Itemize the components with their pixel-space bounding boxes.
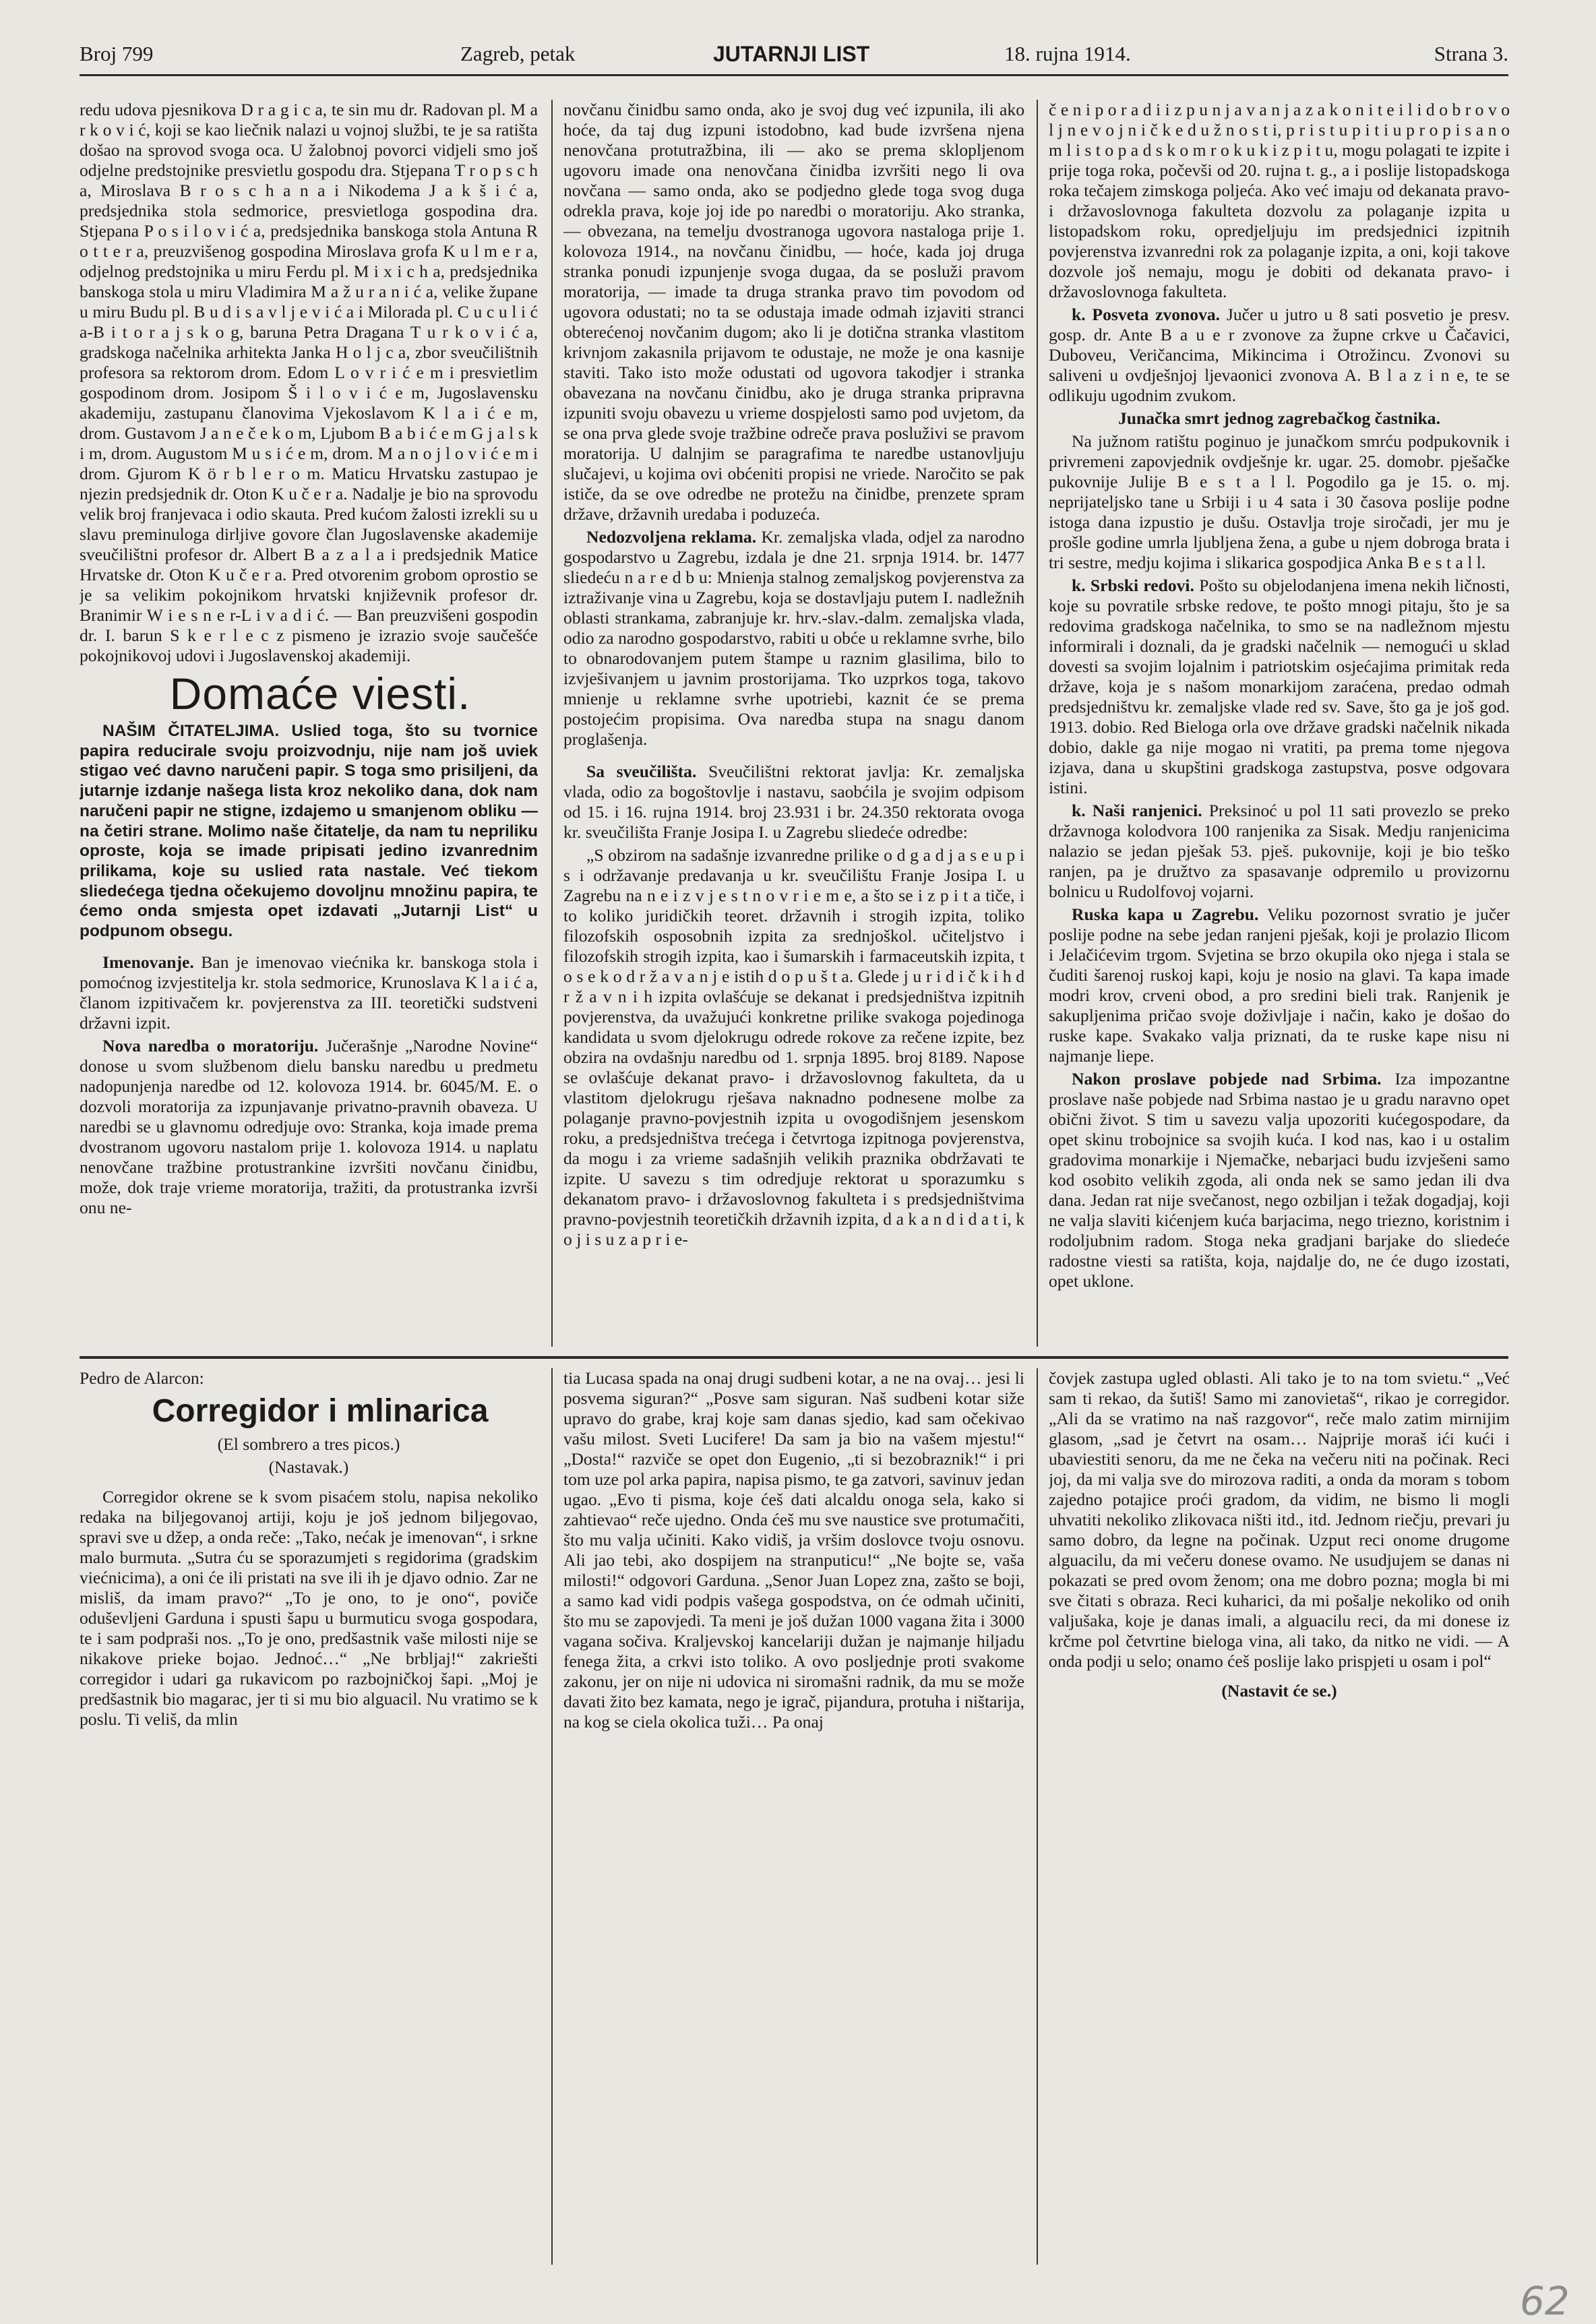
column-1-top: [80, 100, 538, 1347]
article-reklama: [563, 527, 1024, 750]
kapa-text: Veliku pozornost svratio je jučer poslije podne na sebe jedan ranjeni pješak, koji je prolazio Ilicom i Jelačićevim trgom. Svjetina se brzo okupila oko njega i stala se čuditi šarenoj ruskoj kapi, koju je nosio na glavi. Ta kapa imade modri krov, crveni obod, a pro sredini bieli trak. Ranjenik je sakupljenima pričao svoje doživljaje i način, kako je došao do ruske kape. Svakako valja priznati, da te ruske kape nisu ni najmanje liepe.: [1049, 905, 1510, 1066]
moratorij-continued: novčanu činidbu samo onda, ako je svoj dug već izpunila, ili ako hoće, da taj dug izpuni istodobno, kad bude izvršena njena nenovčana protutražbina, ili — ako se prema sklopljenom ugovoru imade ona nenovčana činidba izvršiti nego li ova novčana — samo onda, ako se podjedno glede toga svog duga odrekla prava, koje joj ide po naredbi o moratoriju. Ako stranka, — obvezana, na temelju dvostranoga ugovora nastaloga prije 1. kolovoza 1914., na novčanu činidbu, — hoće, kada joj druga stranka ponudi izpunjenje svoga dugaa, da se posluži pravom moratorija, — imade ta druga stranka pravo tim povodom od ugovora odustati; no ta se odustaja imade odmah izjaviti stranci obterećenoj novčanim dugom; ako li je dotična stranka vlastitom krivnjom zakasnila prijavom te odustaje, ne može je ona kasnije staviti. Tako isto može odustati od ugovora takodjer i stranka obavezana na novčanu činidbu, ako je druga stranka pripravna izpuniti svoju obavezu u vrieme dospjelosti samo pod uvjetom, da se ona prva glede svoje tražbine odreče prava posluživi se pravom moratorija. U dalnjim se paragrafima te naredbe ustanovljuju slučajevi, u kojima ovi obćeniti propisi ne vriede. Naročito se pak ističe, da se ove odredbe ne protežu na činidbe, prenzete spram države, državnih uredaba i poduzeća.: [563, 100, 1024, 524]
moratorij-text: Jučerašnje „Narodne Novine“ donose u svom službenom dielu bansku naredbu u predmetu nadopunjenja naredbe od 12. kolovoza 1914. br. 6045/M. E. o dozvoli moratorija za izpunjavanje privatno-pravnih obaveza. U naredbi se u glavnomu odredjuje ovo: Stranka, koja imade prema dvostranom ugovoru nastalom prije 1. kolovoza 1914. u naplatu nenovčane tražbine protustrankine izvršiti novčanu činidbu, može, dok traje vrieme moratorija, tražiti, da protustranka izvrši onu ne-: [80, 1035, 538, 1217]
serial-continuation: (Nastavak.): [268, 1457, 349, 1477]
serial-author: Pedro de Alarcon:: [80, 1368, 204, 1388]
serial-subtitle: (El sombrero a tres picos.): [217, 1434, 400, 1454]
nakon-text: Iza impozantne proslave naše pobjede nad Srbima nastao je u gradu naravno opet obični život. S tim u savezu valja upozoriti kućegospodare, da opet skinu trobojnice sa svojih kuća. I kod nas, kao i u ostalim gradovima monarkije i Njemačke, nebarjaci budu izvješeni samo kod osobito velikih zgoda, ali onda nek se samo jedan ili dva dana. Jedan rat nije svečanost, nego ozbiljan i težak dogadjaj, koji ne valja slaviti kićenjem kuća barjacima, nego triezno, koristnim i rodoljubnim radom. Stoga neka gradjani barjake do sliedeće radostne viesti sa ratišta, koja, najdalje do, ne će dugo izostati, opet uklone.: [1049, 1069, 1510, 1291]
serial-column-3: [1049, 1368, 1510, 2265]
serial-text-2: tia Lucasa spada na onaj drugi sudbeni kotar, a ne na ovaj… jesi li posvema siguran?“ „Posve sam siguran. Naš sudbeni kotar siže upravo do grabe, kraj koje sam danas sjedio, kad sam očekivao vašu milost. Sveti Lucifere! Da sam ja bio na vašem mjestu!“ „Dosta!“ razviče se opet don Eugenio, „ti si bezobraznik!“ i pri tom uze pol arka papira, napisa pismo, te ga zatvori, savinuv jedan ugao. „Evo ti pisma, koje ćeš dati alcaldu onoga sela, kako si zahtievao“ reče ujedno. Onda ćeš mu sve naustice sve protumačiti, što mu valja učiniti. Kako vidiš, ja vršim doslovce tvoju osnovu. Ali jao tebi, ako dospijem na stranputicu!“ „Ne bojte se, vaša milosti!“ odgovori Garduna. „Senor Juan Lopez zna, zašto se boji, a samo kad vidi podpis vašega gospodstva, on će odmah učiniti, što mu se zapovjedi. Ta meni je još dužan 1000 vagana žita i 3000 vagana sočiva. Kraljevskoj kancelariji dužan je najmanje hiljadu fenega žita, a crkvi isto toliko. A ovo posljednje proti svakome zakonu, jer on nije ni udovica ni siromašni radnik, da mu se može davati žito bez kamata, nego je igrač, pijandura, protuha i ništarija, na kog se ciela okolica tuži… Pa onaj: [563, 1368, 1024, 1732]
serial-column-2: [563, 1368, 1024, 2265]
article-nakon-proslave: [1049, 1069, 1510, 1291]
ranjenici-heading: k. Naši ranjenici.: [1072, 801, 1202, 820]
ranjenici-text: Preksinoć u pol 11 sati provezlo se preko državnoga kolodvora 100 ranjenika za Sisak. Medju ranjenicima nalazio se jedan pješak 53. pješ. pukovnije, koji je bio teško ranjen, pa je družtvo za spasavanje odpremilo u provizornu bolnicu u Rudolfovoj vojarni.: [1049, 801, 1510, 901]
kapa-heading: Ruska kapa u Zagrebu.: [1072, 905, 1259, 924]
serial-text-1: Corregidor okrene se k svom pisaćem stolu, napisa nekoliko redaka na biljegovanoj artiji, koju je još jednom biljegovao, spravi sve u džep, a onda reče: „Tako, nećak je imenovan“, i srkne malo burmuta. „Sutra ću se sporazumjeti s regidorima (gradskim viećnicima), a oni će ili pristati na sve ili ih je djavo odnio. Zar ne misliš, da imam pravo?“ „To je ono, to je ono“, poviče oduševljeni Garduna i spusti šapu u burmuticu svoga gospodara, te i sam podpraši nos. „To je ono, predšastnik vaše milosti nije se nikakove prieke bojao. Jednoć…“ „Ne brbljaj!“ zakriešti corregidor i udari ga rukavicom po razbojničkoj šapi. „Moj je predšastnik bio magarac, jer ti si mu bio alguacil. Nu vratimo se k poslu. Ti veliš, da mlin: [80, 1487, 538, 1729]
funeral-report: redu udova pjesnikova D r a g i c a, te sin mu dr. Radovan pl. M a r k o v i ć, koji se kao liečnik nalazi u vojnoj službi, te je sa ratišta došao na sprovod svoga oca. U žalobnoj povorci vidjeli smo još odjelne predstojnike presvietlu gospodu dra. Stjepana T r o p s c h a, Miroslava B r o s c h a n a i Nikodema J a k š i ć a, predsjednika stola sedmorice, presvietloga gospodina dra. Stjepana P o s i l o v i ć a, predsjednika banskoga stola Antuna R o t t e r a, preuzvišenog gospodina Miroslava grofa K u l m e r a, odjelnog predstojnika u miru Ferdu pl. M i x i c h a, predsjednika banskoga stola u miru Vladimira M a ž u r a n i ć a, velike župane u miru Budu pl. B u d i s a v l j e v i ć a i Milorada pl. C u c u l i ć a-B i t o r a j s k o g, baruna Petra Dragana T u r k o v i ć a, gradskoga načelnika arhitekta Janka H o l j c a, zbor sveučilištnih profesora sa rektorom drom. Edom L o v r i ć e m i presvietlim gospodinom drom. Josipom Š i l o v i ć e m, Jugoslavensku akademiju, zastupanu članovima Vjekoslavom K l a i ć e m, drom. Gustavom J a n e č e k o m, Ljubom B a b i ć e m G j a l s k i m, drom. Augustom M u s i ć e m, drom. M a n o j l o v i ć e m i drom. Gjurom K ö r b l e r o m. Maticu Hrvatsku zastupao je njezin predsjednik dr. Oton K u č e r a. Nadalje je bio na sprovodu velik broj franjevaca i odio skauta. Pred kućom žalosti izrekli su u slavu preminuloga dirljive govore član Jugoslavenske akademije sveučilištni profesor dr. Albert B a z a l a i predsjednik Matice Hrvatske dr. Oton K u č e r a. Pred otvorenim grobom oprostio se je sa velikim pokojnikom hrvatski književnik profesor dr. Branimir W i e s n e r-L i v a d i ć. — Ban preuzvišeni gospodin dr. I. barun S k e r l e c z pismeno je izrazio svoje saučešće pokojnikovoj udovi i Jugoslavenskoj akademiji.: [80, 100, 538, 665]
srbski-heading: k. Srbski redovi.: [1072, 576, 1194, 595]
article-moratorij: [80, 1036, 538, 1218]
sveuciliste-quote: „S obzirom na sadašnje izvanredne prilike o d g a d j a s e u p i s i održavanje predavanja u kr. sveučilištu Franje Josipa I. u Zagrebu na n e i z v j e s t n o v r i e m e, a što se i z p i t a tiče, i to koliko juridičkih teoret. državnih i strogih izpita, toliko filozofskih osposobnih izpita za srednjoškol. učiteljstvo i filozofskih strogih izpita, kao i šumarskih i farmaceutskih izpita, t o s e k o d r ž a v a n j e istih d o p u š t a. Glede j u r i d i č k i h d r ž a v n i h izpita ovlašćuje se dekanat i predsjedništva izpitnih povjerenstva, da uvažujući konkretne prilike svakoga pojedinoga kandidata u svom djelokrugu odrede rokove za rečene izpite, bez obzira na ovdašnju naredbu od 1. srpnja 1895. broj 8189. Napose se ovlašćuje dekanat pravo- i državoslovnog fakulteta, da u vlastitom djelokrugu rješava naknadno podnesene molbe za polaganje pravno-povjestnih izpita u ovogodišnjem jesenskom roku, a predsjedništva trećega i četvrtoga izpitnoga povjerenstva, da mogu i za vrieme sadašnjih velikih praznika obdržavati te izpite. U savezu s tim odredjuje rektorat u sporazumku s dekanatom pravo- i državoslovnog fakulteta i s predsjedništvima pravno-povjestnih teoretičkih državnih izpita, d a k a n d i d a t i, k o j i s u z a p r i e-: [563, 845, 1024, 1249]
sveuciliste-text: Sveučilištni rektorat javlja: Kr. zemaljska vlada, odio za bogoštovlje i nastavu, saobćila je svojim odpisom od 15. i 16. rujna 1914. broj 23.931 i br. 24.350 rektorata ovoga kr. sveučilišta Franje Josipa I. u Zagrebu sliedeće odredbe:: [563, 762, 1024, 842]
reklama-text: Kr. zemaljska vlada, odjel za narodno gospodarstvo u Zagrebu, izdala je dne 21. srpnja 1914. br. 1477 sliedeću n a r e d b u: Mnienja stalnog zemaljskog povjerenstva za iztraživanje vina u Zagrebu, koja se dostavljaju putem I. nadležnih oblasti strankama, zabranjuje kr. hrv.-slav.-dalm. zemaljska vlada, odio za narodno gospodarstvo, rabiti u obće u reklamne svrhe, bilo to obnarodovanjem putem štampe u raznim glasilima, bilo to izvješivanjem u javnim prostorijama. Tko uzprkos toga, takovo mnienje u reklamne svrhe upotriebi, kaznit će se prema postojećim propisima. Ova naredba stupa na snagu danom proglašenja.: [563, 527, 1024, 749]
pencil-page-note: 62: [1520, 2278, 1570, 2324]
moratorij-heading: Nova naredba o moratoriju.: [102, 1035, 319, 1056]
notice-readers: [80, 721, 538, 942]
paper-name: JUTARNJI LIST: [713, 42, 870, 66]
column-3-top: [1049, 100, 1510, 1347]
issue-date: 18. rujna 1914.: [1004, 42, 1131, 65]
article-ranjenici: [1049, 801, 1510, 902]
article-sveuciliste: [563, 762, 1024, 843]
article-srbski-redovi: [1049, 576, 1510, 798]
masthead-rule: [80, 74, 1508, 76]
serial-end-note: (Nastavit će se.): [1221, 1681, 1337, 1701]
sveuciliste-heading: Sa sveučilišta.: [586, 762, 697, 781]
column-divider: [1037, 100, 1038, 1347]
masthead: [80, 42, 1508, 70]
column-divider: [551, 100, 553, 1347]
srbski-text: Pošto su objelodanjena imena nekih ličnosti, koje su povratile srbske redove, te pošto mnogi pitaju, što je sa redovima gradskoga načelnika, to smo se na nadležnom mjestu informirali i doznali, da je gradski načelnik — nemogući u sklad dovesti sa svojim lojalnim i patriotskim osjećajima primitak reda države, koja je s našom monarkijom zaraćena, predao odmah predsjedništvu kr. zemaljske vlade red sv. Save, što ga je još god. 1913. dobio. Red Bieloga orla ove države gradski načelnik nikada dobio, dakle ga nije mogao ni vratiti, pa prema tome njegova izjava, dana u skupštini gradskoga zastupstva, posve odgovara istini.: [1049, 576, 1510, 797]
page-number: Strana 3.: [1434, 42, 1508, 65]
reklama-heading: Nedozvoljena reklama.: [586, 527, 757, 547]
nakon-heading: Nakon proslave pobjede nad Srbima.: [1072, 1069, 1382, 1089]
column-divider: [551, 1368, 553, 2265]
notice-heading: NAŠIM ČITATELJIMA.: [102, 722, 280, 740]
serial-title: Corregidor i mlinarica: [152, 1393, 489, 1429]
article-posveta: [1049, 305, 1510, 406]
junacka-text: Na južnom ratištu poginuo je junačkom smrću podpukovnik i privremeni zapovjednik ovdješnje kr. ugar. 25. domobr. pješačke pukovnije Julije B e s t a l l. Pogodilo ga je 15. o. mj. neprijateljsko tane u Srbiji i u 4 sata i 30 časova poslije podne istoga dana izpustio je dušu. Ostavlja troje siročadi, jer mu je prošle godine umrla ljubljena žena, a gube u njem dobroga brata i tri sestre, medju kojima i slikarica gospodjica Anka B e s t a l l.: [1049, 431, 1510, 572]
article-imenovanje: [80, 952, 538, 1033]
article-ruska-kapa: [1049, 905, 1510, 1066]
domace-viesti-title: Domaće viesti.: [169, 669, 471, 718]
imenovanje-heading: Imenovanje.: [102, 952, 194, 972]
issue-number: Broj 799: [80, 42, 154, 65]
serial-text-3: čovjek zastupa ugled oblasti. Ali tako je to na tom svietu.“ „Već sam ti rekao, da šutiš! Samo mi zanovietaš“, rikao je corregidor. „Ali da se vratimo na naš razgovor“, reče malo zatim mirnijim glasom, „sad je četvrt na osam… Najprije moraš ići kući i ubaviestiti senoru, da me ne čeka na večeru niti na počinak. Reci joj, da mi valja sve do mirozova raditi, a onda da moram s tobom zajedno potajice proći gradom, da vidim, ne bismo li mogli uhvatiti nekoliko zlikovaca ništi itd., itd. Jednom riečju, prevari ju samo dobro, da legne na počinak. Uzput reci onome drugome alguacilu, da mi večeru donese ovamo. Ne usudjujem se danas ni pokazati se pred ovom ženom; ona me dobro pozna; mogla bi mi sve čitati s obraza. Reci kuharici, da mi pošalje nekoliko od onih valjušaka, koje je danas imali, a alguacilu reci, da mi donese iz krčme pol četvrtine bieloga vina, ali tako, da nitko ne vidi. — A onda podji u selo; onamo ćeš poslije lako prispjeti u osam i pol“: [1049, 1368, 1510, 1671]
feuilleton-rule: [80, 1356, 1508, 1359]
serial-column-1: [80, 1368, 538, 2265]
notice-text: Uslied toga, što su tvornice papira reducirale svoju proizvodnju, nije nam još uviek stigao već davno naručeni papir. S toga smo prisiljeni, da jutarnje izdanje našega lista kroz nekoliko dana, dok nam naručeni papir ne stigne, izdajemo u smanjenom obliku — na četiri strane. Molimo naše čitatelje, da nam tu nepriliku oproste, koja se imade pripisati jedino izvanrednim prilikama, koje su uslied rata nastale. Već tiekom sliedećega tjedna očekujemo dovoljnu množinu papira, te ćemo onda smjesta opet izdavati „Jutarnji List“ u podpunom obsegu.: [80, 722, 538, 941]
posveta-text: Jučer u jutro u 8 sati posvetio je presv. gosp. dr. Ante B a u e r zvonove za župne crkve u Čačavici, Duboveu, Veričancima, Mikincima i Otrožincu. Zvonovi su saliveni u ovdješnjoj ljevaonici zvonova A. B l a z i n e, te se odlikuju ugodnim zvukom.: [1049, 305, 1510, 405]
posveta-heading: k. Posveta zvonova.: [1072, 305, 1221, 324]
column-2-top: [563, 100, 1024, 1347]
junacka-heading: Junačka smrt jednog zagrebačkog častnika.: [1118, 408, 1440, 428]
place-day: Zagreb, petak: [460, 42, 576, 65]
column-divider: [1037, 1368, 1038, 2265]
imenovanje-text: Ban je imenovao viećnika kr. banskoga stola i pomoćnog izvjestitelja kr. stola sedmorice, Krunoslava K l a i ć a, članom izpitivačem kr. povjerenstva za III. teoretički sudstveni državni izpit.: [80, 952, 538, 1033]
sveuciliste-continued: č e n i p o r a d i i z p u n j a v a n j a z a k o n i t e i l i d o b r o v o l j n e v o j n i č k e d u ž n o s t i, p r i s t u p i t i u p r o p i s a n o m l i s t o p a d s k o m r o k u k i z p i t u, mogu polagati te izpite i prije toga roka, počevši od 20. rujna t. g., a i poslije listopadskoga roka tečajem zimskoga poljeća. Ako već imaju od dekanata pravo- i državoslovnoga fakulteta dozvolu za polaganje izpita u listopadskom roku, opredjeljuju im predsjednici izpitnih povjerenstva izvanredni rok za polaganje izpita, a oni, koji takove dozvole još nemaju, mogu je dobiti od dekanata pravo- i državoslovnoga fakulteta.: [1049, 100, 1510, 301]
